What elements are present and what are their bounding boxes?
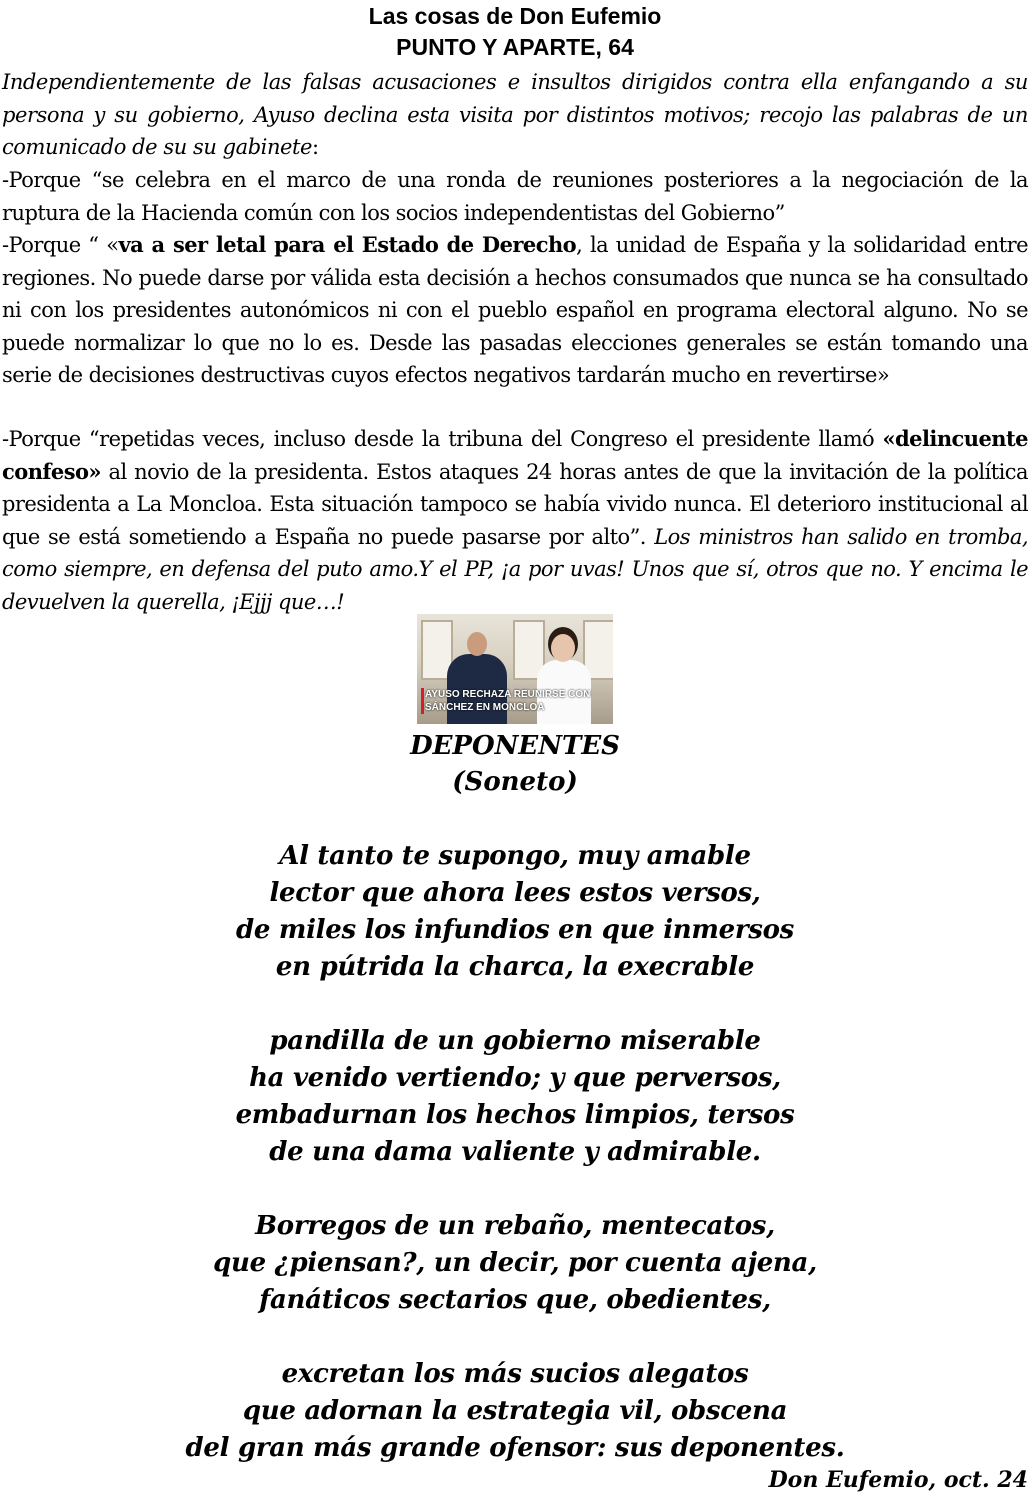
poem-title: DEPONENTES bbox=[410, 731, 620, 761]
photo-man-head bbox=[467, 632, 487, 656]
poem-verse: Al tanto te supongo, muy amable bbox=[279, 841, 751, 871]
reason-2-bold: va a ser letal para el Estado de Derecho bbox=[118, 232, 577, 257]
column-title: Las cosas de Don Eufemio bbox=[368, 3, 662, 29]
photo-woman-head bbox=[551, 634, 575, 662]
poem-verse: pandilla de un gobierno miserable bbox=[269, 1026, 761, 1056]
poem-verse: Borregos de un rebaño, mentecatos, bbox=[255, 1211, 775, 1241]
intro-colon: : bbox=[311, 135, 319, 159]
poem-stanza-4 bbox=[0, 1356, 1030, 1467]
reason-3-bold: «delincuente confeso» bbox=[2, 426, 1028, 484]
poem-verse: que adornan la estrategia vil, obscena bbox=[242, 1396, 788, 1426]
poem-verse: excretan los más sucios alegatos bbox=[281, 1359, 749, 1389]
caption-accent-bar bbox=[421, 688, 424, 714]
poem-verse: de una dama valiente y admirable. bbox=[269, 1137, 761, 1167]
column-subtitle: PUNTO Y APARTE, 64 bbox=[396, 34, 634, 60]
poem-verse: en pútrida la charca, la execrable bbox=[275, 952, 755, 982]
reason-paragraph-1 bbox=[2, 164, 1028, 229]
reason-2-rest: , la unidad de España y la solidaridad entre regiones. No puede darse por válida esta decisión a hechos consumados que nunca se ha consultado ni con los presidentes autonómicos ni con el pueblo español en programa electoral alguno. No se puede normalizar lo que no lo es. Desde las pasadas elecciones generales se están tomando una serie de decisiones destructivas cuyos efectos negativos tardarán mucho en revertirse» bbox=[2, 233, 1028, 387]
photo-caption-line-2: SÁNCHEZ EN MONCLOA bbox=[425, 702, 545, 713]
intro-text: Independientemente de las falsas acusaciones e insultos dirigidos contra ella enfangando a su persona y su gobierno, Ayuso declina esta visita por distintos motivos; recojo las palabras de un comunicado de su su gabinete bbox=[2, 70, 1028, 159]
photo-caption-line-1: AYUSO RECHAZA REUNIRSE CON bbox=[425, 689, 591, 700]
reason-paragraph-3 bbox=[2, 423, 1028, 618]
poem-verse: que ¿piensan?, un decir, por cuenta ajena, bbox=[213, 1248, 817, 1278]
poem-stanza-3 bbox=[0, 1208, 1030, 1319]
poem-verse: del gran más grande ofensor: sus deponentes. bbox=[185, 1433, 845, 1463]
poem-verse: lector que ahora lees estos versos, bbox=[269, 878, 761, 908]
reason-3-rest: al novio de la presidenta. Estos ataques 24 horas antes de que la invitación de la política presidenta a La Moncloa. Esta situación tampoco se había vivido nunca. El deterioro institucional al que se está sometiendo a España no puede pasarse por alto”. bbox=[2, 459, 1028, 549]
poem-verse: embadurnan los hechos limpios, tersos bbox=[235, 1100, 795, 1130]
poem-stanza-1 bbox=[0, 838, 1030, 986]
reason-2-start: -Porque “ « bbox=[2, 233, 119, 257]
news-photo bbox=[417, 614, 613, 724]
reason-3-start: -Porque “repetidas veces, incluso desde la tribuna del Congreso el presidente llamó bbox=[2, 427, 883, 451]
reason-1-text: -Porque “se celebra en el marco de una ronda de reuniones posteriores a la negociación de la ruptura de la Hacienda común con los socios independentistas del Gobierno” bbox=[2, 168, 1028, 225]
poem-verse: ha venido vertiendo; y que perversos, bbox=[249, 1063, 781, 1093]
author-comment: Los ministros han salido en tromba, como siempre, en defensa del puto amo.Y el PP, ¡a por uvas! Unos que sí, otros que no. Y encima le devuelven la querella, ¡Ejjj que…! bbox=[2, 524, 1029, 614]
photo-caption bbox=[425, 688, 590, 714]
poem-subtitle: (Soneto) bbox=[452, 767, 578, 797]
author-signature: Don Eufemio, oct. 24 bbox=[768, 1467, 1028, 1493]
poem-verse: de miles los infundios en que inmersos bbox=[236, 915, 794, 945]
intro-paragraph bbox=[2, 66, 1028, 164]
poem-stanza-2 bbox=[0, 1023, 1030, 1171]
poem-verse: fanáticos sectarios que, obedientes, bbox=[259, 1285, 771, 1315]
reason-paragraph-2 bbox=[2, 229, 1028, 392]
